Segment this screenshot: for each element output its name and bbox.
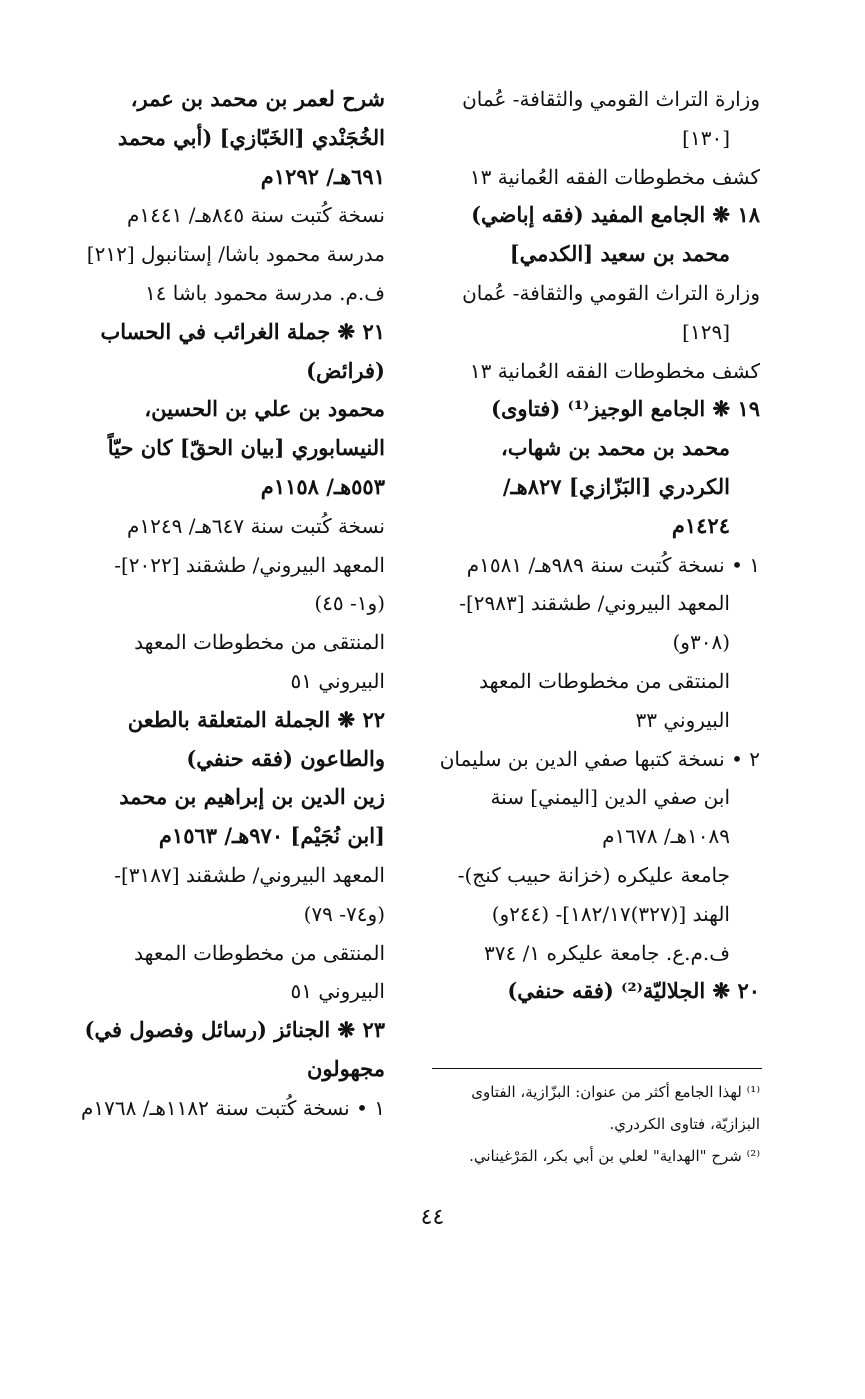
right-column-line: (٣٠٨و) — [672, 630, 730, 655]
right-column-line: ١٨ ❋ الجامع المفيد (فقه إباضي) — [471, 202, 760, 228]
footnote-line: البزازيّة، فتاوى الكردري. — [609, 1115, 760, 1133]
left-column-line: زين الدين بن إبراهيم بن محمد — [119, 784, 385, 810]
right-column-line: المعهد البيروني/ طشقند [٢٩٨٣]- — [459, 591, 730, 616]
right-column-line: ابن صفي الدين [اليمني] سنة — [490, 785, 730, 810]
right-column-line: محمد بن سعيد [الكدمي] — [509, 241, 730, 267]
right-column-line: وزارة التراث القومي والثقافة- عُمان — [462, 280, 760, 305]
left-column-line: البيروني ٥١ — [290, 979, 385, 1004]
left-column-line: شرح لعمر بن محمد بن عمر، — [130, 86, 385, 111]
left-column-line: المعهد البيروني/ طشقند [٢٠٢٢]- — [114, 552, 385, 577]
left-column-line: [ابن نُجَيْم] ٩٧٠هـ/ ١٥٦٣م — [158, 823, 385, 849]
right-column-line: الكردري [البَزّازي] ٨٢٧هـ/ — [502, 473, 730, 499]
footnote-line: ⁽¹⁾ لهذا الجامع أكثر من عنوان: البزّازية، الفتاوى — [471, 1083, 760, 1101]
right-column — [430, 80, 760, 1011]
left-column-line: ف.م. مدرسة محمود باشا ١٤ — [144, 280, 385, 305]
right-column-line: ٢ • نسخة كتبها صفي الدين بن سليمان — [439, 746, 760, 771]
right-column-line: كشف مخطوطات الفقه العُمانية ١٣ — [469, 164, 760, 189]
right-column-line: وزارة التراث القومي والثقافة- عُمان — [462, 87, 760, 111]
right-column-line: [١٢٩] — [682, 319, 730, 344]
right-column-line: ١٩ ❋ الجامع الوجيز⁽¹⁾ (فتاوى) — [491, 396, 760, 422]
left-column-line: المعهد البيروني/ طشقند [٣١٨٧]- — [114, 862, 385, 887]
left-column-line: المنتقى من مخطوطات المعهد — [134, 940, 385, 965]
right-column-line: ١ • نسخة كُتبت سنة ٩٨٩هـ/ ١٥٨١م — [466, 552, 760, 577]
left-column-line: الخُجَنْدي [الخَبّازي] (أبي محمد — [117, 124, 385, 150]
left-column-line: ٦٩١هـ/ ١٢٩٢م — [260, 163, 385, 189]
footnote-line: ⁽²⁾ شرح "الهداية" لعلي بن أبي بكر، المَرْغيناني. — [469, 1147, 760, 1165]
left-column-line: (و١- ٤٥) — [314, 591, 385, 616]
footnote-divider — [432, 1068, 762, 1069]
left-column-line: (فرائض) — [306, 357, 385, 383]
right-column-line: ١٤٢٤م — [671, 512, 730, 538]
left-column — [50, 80, 385, 1128]
left-column-line: (و٧٤- ٧٩) — [303, 901, 385, 926]
left-column-line: ٢١ ❋ جملة الغرائب في الحساب — [100, 318, 385, 344]
left-column-line: ٢٢ ❋ الجملة المتعلقة بالطعن — [127, 706, 385, 732]
right-column-line: ٢٠ ❋ الجلاليّة⁽²⁾ (فقه حنفي) — [507, 978, 760, 1004]
left-column-line: نسخة كُتبت سنة ٨٤٥هـ/ ١٤٤١م — [127, 203, 385, 228]
right-column-line: ف.م.ع. جامعة عليكره ١/ ٣٧٤ — [484, 940, 730, 965]
left-column-line: محمود بن علي بن الحسين، — [144, 396, 385, 422]
right-column-line: جامعة عليكره (خزانة حبيب كنج)- — [457, 862, 730, 887]
left-column-line: النيسابوري [بيان الحقّ] كان حيّاً — [107, 435, 385, 461]
footnotes — [420, 1076, 760, 1172]
right-column-line: ١٠٨٩هـ/ ١٦٧٨م — [602, 824, 730, 849]
right-column-line: البيروني ٣٣ — [635, 707, 730, 732]
page-number: ٤٤ — [420, 1205, 445, 1230]
left-column-line: مجهولون — [306, 1055, 385, 1081]
left-column-line: والطاعون (فقه حنفي) — [186, 745, 385, 771]
right-column-line: كشف مخطوطات الفقه العُمانية ١٣ — [469, 358, 760, 383]
right-column-line: الهند [(٣٢٧)١٨٢/١٧]- (٢٤٤و) — [491, 901, 730, 926]
left-column-line: البيروني ٥١ — [290, 668, 385, 693]
left-column-line: ٥٥٣هـ/ ١١٥٨م — [260, 473, 385, 499]
left-column-line: المنتقى من مخطوطات المعهد — [134, 630, 385, 655]
left-column-line: مدرسة محمود باشا/ إستانبول [٢١٢] — [86, 242, 385, 267]
right-column-line: محمد بن محمد بن شهاب، — [500, 435, 730, 461]
right-column-line: المنتقى من مخطوطات المعهد — [479, 668, 730, 693]
right-column-line: [١٣٠] — [682, 125, 730, 150]
left-column-line: ٢٣ ❋ الجنائز (رسائل وفصول في) — [84, 1017, 385, 1043]
left-column-line: نسخة كُتبت سنة ٦٤٧هـ/ ١٢٤٩م — [127, 513, 385, 538]
left-column-line: ١ • نسخة كُتبت سنة ١١٨٢هـ/ ١٧٦٨م — [81, 1095, 385, 1120]
